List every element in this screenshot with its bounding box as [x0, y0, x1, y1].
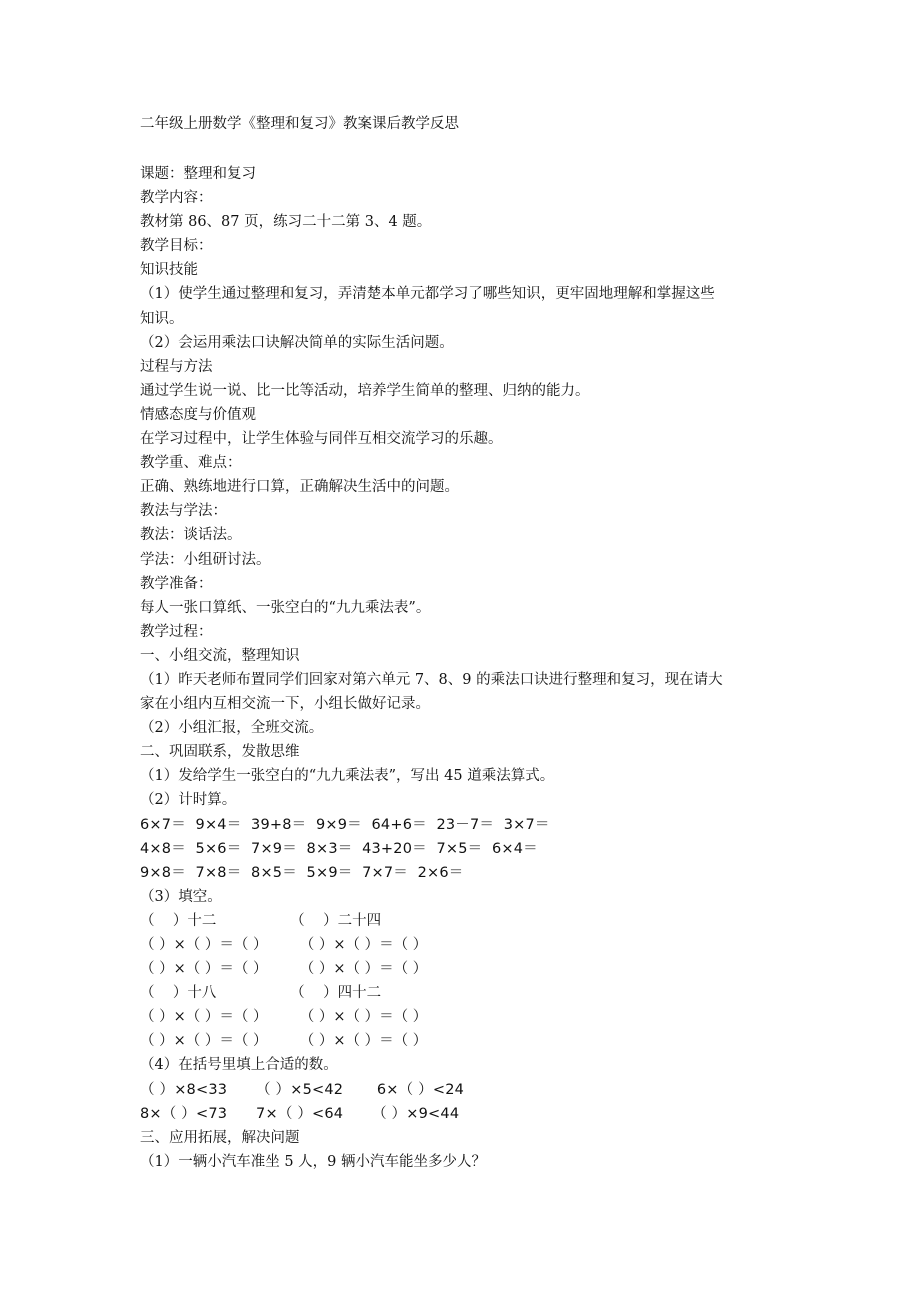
document-body — [140, 162, 790, 1174]
text-line-process-method: 过程与方法 — [140, 358, 213, 375]
text-line-goal-2: （2）会运用乘法口诀解决简单的实际生活问题。 — [140, 334, 454, 351]
text-line-preparation-desc: 每人一张口算纸、一张空白的“九九乘法表”。 — [140, 599, 431, 616]
text-line-learning-method: 学法：小组研讨法。 — [140, 551, 271, 568]
fill-blank-row-6: （ ）×（ ）＝（ ） （ ）×（ ）＝（ ） — [140, 1033, 428, 1050]
fill-blank-row-5: （ ）×（ ）＝（ ） （ ）×（ ）＝（ ） — [140, 1009, 428, 1026]
text-line-section-1: 一、小组交流，整理知识 — [140, 647, 300, 664]
math-row-1: 6×7＝ 9×4＝ 39+8＝ 9×9＝ 64+6＝ 23－7＝ 3×7＝ — [140, 816, 550, 833]
text-line-section-3-item-1: （1）一辆小汽车准坐 5 人，9 辆小汽车能坐多少人？ — [140, 1153, 487, 1170]
fill-blank-row-4: （ ）十八 （ ）四十二 — [140, 985, 382, 1002]
text-line-fill-blank: （3）填空。 — [140, 888, 222, 905]
inequality-row-2: 8×（ ）<73 7×（ ）<64 （ ）×9<44 — [140, 1105, 460, 1122]
text-line-key-points: 教学重、难点： — [140, 455, 242, 472]
text-line-attitude-desc: 在学习过程中，让学生体验与同伴互相交流学习的乐趣。 — [140, 431, 503, 448]
text-line-goal-1-cont: 知识。 — [140, 310, 184, 327]
fill-blank-row-1: （ ）十二 （ ）二十四 — [140, 912, 382, 929]
text-line-section-2-item-1: （1）发给学生一张空白的“九九乘法表”，写出 45 道乘法算式。 — [140, 768, 555, 785]
text-line-process-heading: 教学过程： — [140, 623, 213, 640]
text-line-knowledge-skills: 知识技能 — [140, 262, 198, 279]
text-line-preparation-heading: 教学准备： — [140, 575, 213, 592]
text-line-attitude: 情感态度与价值观 — [140, 406, 256, 423]
text-line-section-1-item-1-cont: 家在小组内互相交流一下，小组长做好记录。 — [140, 696, 430, 713]
document-title: 二年级上册数学《整理和复习》教案课后教学反思 — [140, 116, 459, 132]
text-line-goal-1: （1）使学生通过整理和复习，弄清楚本单元都学习了哪些知识，更牢固地理解和掌握这些 — [140, 286, 715, 303]
text-line-section-3: 三、应用拓展，解决问题 — [140, 1129, 300, 1146]
text-line-teaching-method: 教法：谈话法。 — [140, 527, 242, 544]
text-line-bracket-fill: （4）在括号里填上合适的数。 — [140, 1057, 338, 1074]
text-line-key-points-desc: 正确、熟练地进行口算，正确解决生活中的问题。 — [140, 479, 459, 496]
text-line-topic: 课题：整理和复习 — [140, 166, 256, 182]
text-line-process-desc: 通过学生说一说、比一比等活动，培养学生简单的整理、归纳的能力。 — [140, 382, 590, 399]
text-line-section-2: 二、巩固联系，发散思维 — [140, 744, 300, 761]
text-line-textbook-pages: 教材第 86、87 页，练习二十二第 3、4 题。 — [140, 214, 432, 231]
math-row-3: 9×8＝ 7×8＝ 8×5＝ 5×9＝ 7×7＝ 2×6＝ — [140, 864, 464, 881]
math-row-2: 4×8＝ 5×6＝ 7×9＝ 8×3＝ 43+20＝ 7×5＝ 6×4＝ — [140, 840, 538, 857]
text-line-content-heading: 教学内容： — [140, 190, 213, 207]
text-line-section-2-item-2: （2）计时算。 — [140, 792, 237, 809]
text-line-section-1-item-2: （2）小组汇报，全班交流。 — [140, 720, 324, 737]
text-line-goals-heading: 教学目标： — [140, 238, 213, 255]
inequality-row-1: （ ）×8<33 （ ）×5<42 6×（ ）<24 — [140, 1081, 465, 1098]
fill-blank-row-2: （ ）×（ ）＝（ ） （ ）×（ ）＝（ ） — [140, 937, 428, 953]
text-line-section-1-item-1: （1）昨天老师布置同学们回家对第六单元 7、8、9 的乘法口诀进行整理和复习，现在请大 — [140, 671, 723, 688]
fill-blank-row-3: （ ）×（ ）＝（ ） （ ）×（ ）＝（ ） — [140, 961, 428, 978]
text-line-methods-heading: 教法与学法： — [140, 503, 227, 520]
